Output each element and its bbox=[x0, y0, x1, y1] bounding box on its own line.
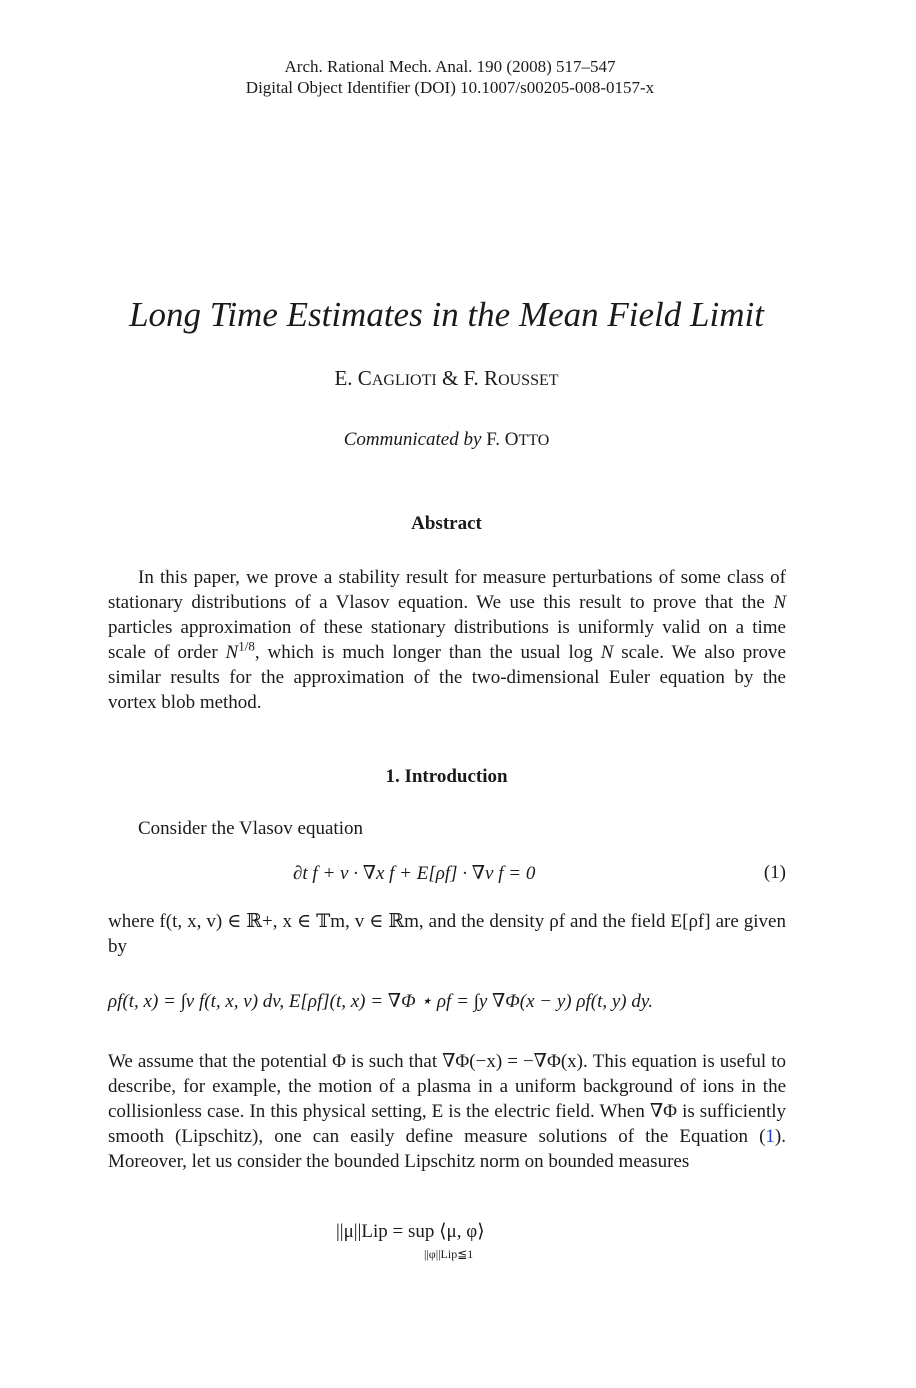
abstract-N-2: N bbox=[225, 642, 239, 663]
editor-initial: F. O bbox=[481, 429, 519, 450]
lipschitz-norm-main: ||μ||Lip = sup ⟨μ, φ⟩ bbox=[336, 1221, 485, 1242]
abstract-part-3: , which is much longer than the usual log bbox=[254, 642, 601, 663]
abstract-heading: Abstract bbox=[411, 513, 482, 534]
lipschitz-norm-equation bbox=[336, 1220, 485, 1261]
author-separator: & bbox=[436, 366, 464, 390]
equation-1-body: ∂t f + v · ∇x f + E[ρf] · ∇v f = 0 bbox=[293, 863, 536, 884]
abstract-part-1: In this paper, we prove a stability result for measure perturbations of some class of stationary distributions of a Vlasov equation. We use this result to prove that the bbox=[108, 567, 786, 613]
authors bbox=[0, 366, 893, 391]
potential-text-b: ). Moreover, let us consider the bounded Lipschitz norm on bounded measures bbox=[108, 1126, 786, 1172]
author-2-initial: F. R bbox=[463, 366, 499, 390]
equation-density-field bbox=[108, 978, 788, 1038]
abstract-exponent: 1/8 bbox=[238, 638, 255, 654]
equation-1-link[interactable]: 1 bbox=[765, 1126, 775, 1147]
lipschitz-norm-constraint: ||φ||Lip≦1 bbox=[424, 1247, 474, 1261]
author-1-rest: AGLIOTI bbox=[371, 372, 437, 389]
author-1-initial: E. C bbox=[334, 366, 372, 390]
potential-paragraph bbox=[108, 1049, 786, 1174]
communicated-prefix: Communicated by bbox=[343, 429, 482, 450]
equation-1-number: (1) bbox=[763, 862, 786, 883]
editor-rest: TTO bbox=[518, 432, 550, 449]
journal-citation: Arch. Rational Mech. Anal. 190 (2008) 517–547 bbox=[284, 57, 616, 76]
abstract-N-3: N bbox=[600, 642, 614, 663]
abstract-text bbox=[108, 565, 786, 715]
doi-line: Digital Object Identifier (DOI) 10.1007/s00205-008-0157-x bbox=[245, 78, 655, 97]
equation-1 bbox=[108, 862, 786, 890]
intro-sentence: Consider the Vlasov equation bbox=[138, 818, 363, 839]
journal-header bbox=[0, 56, 900, 98]
paper-title: Long Time Estimates in the Mean Field Limit bbox=[129, 295, 764, 334]
potential-text-a: We assume that the potential Φ is such that ∇Φ(−x) = −∇Φ(x). This equation is useful to describe, for example, the motion of a plasma in a uniform background of ions in the collisionless case. In this physical setting, E is the electric field. When ∇Φ is sufficiently smooth (Lipschitz), one can easily define measure solutions of the Equation ( bbox=[108, 1051, 786, 1147]
abstract-part-4: scale. We also prove similar results for the approximation of the two-dimensional Euler equation by the vortex blob method. bbox=[108, 642, 786, 713]
section-heading-introduction: 1. Introduction bbox=[385, 766, 508, 787]
author-2-rest: OUSSET bbox=[498, 372, 559, 389]
equation-density-field-body: ρf(t, x) = ∫v f(t, x, v) dv, E[ρf](t, x) = ∇Φ ⋆ ρf = ∫y ∇Φ(x − y) ρf(t, y) dy. bbox=[108, 991, 654, 1012]
where-paragraph: where f(t, x, v) ∈ ℝ+, x ∈ 𝕋m, v ∈ ℝm, and the density ρf and the field E[ρf] are given by bbox=[108, 911, 786, 957]
abstract-N: N bbox=[773, 592, 786, 613]
abstract-part-2: particles approximation of these stationary distributions is uniformly valid on a time scale of order bbox=[108, 617, 786, 663]
communicated-by bbox=[0, 429, 893, 451]
